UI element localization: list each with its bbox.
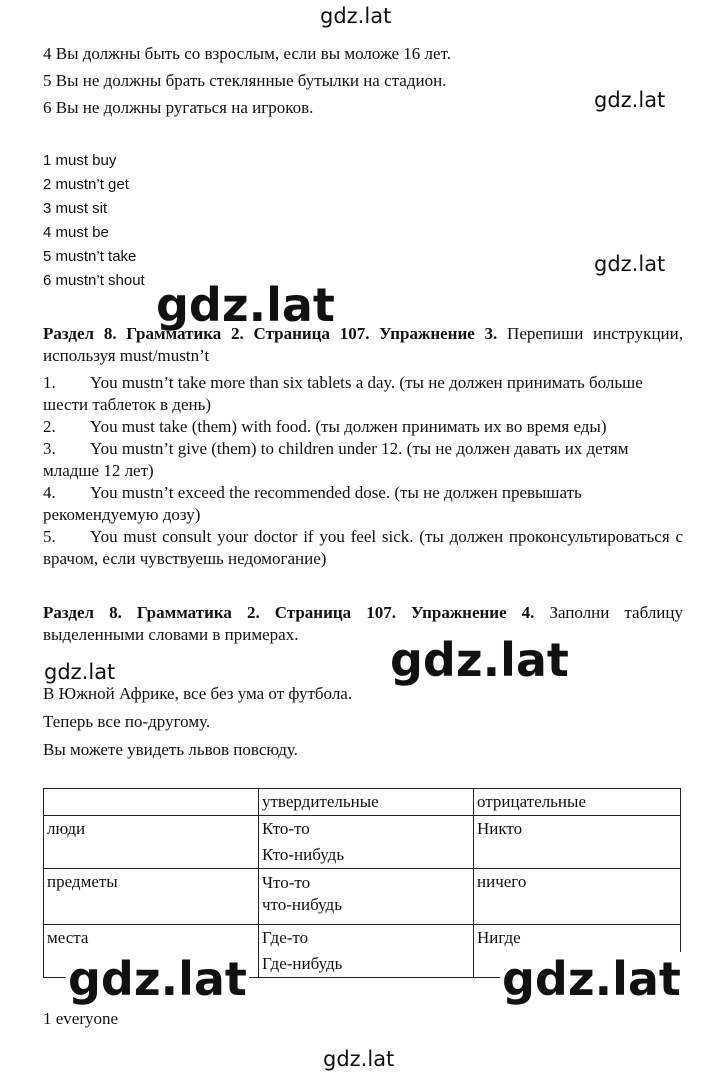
table-cell-label: люди: [44, 816, 259, 869]
translation-line: 5 Вы не должны брать стеклянные бутылки на стадион.: [43, 71, 447, 90]
answer-item: 1 must buy: [43, 152, 117, 169]
item-number: 5.: [43, 527, 56, 546]
example-sentence: В Южной Африке, все без ума от футбола.: [43, 684, 353, 703]
table-cell-label: места: [44, 925, 259, 978]
section3-heading-rest: Перепиши инструкции, используя must/mustn’t: [43, 324, 683, 365]
pronoun-table: [43, 788, 681, 978]
table-cell-label: предметы: [44, 869, 259, 925]
watermark-right-2: gdz.lat: [594, 252, 666, 276]
section3-item-3: [43, 438, 683, 482]
answer-line: 1 everyone: [43, 1009, 119, 1028]
item-text: You mustn’t give (them) to children under 12. (ты не должен давать их детям младше 12 лет): [43, 439, 629, 480]
section4-heading-bold: Раздел 8. Грамматика 2. Страница 107. Упражнение 4.: [43, 603, 535, 622]
watermark-left: gdz.lat: [44, 660, 116, 684]
answer-item: 3 must sit: [43, 200, 108, 217]
answer-item: 6 mustn’t shout: [43, 272, 145, 289]
watermark-big-1: gdz.lat: [156, 278, 335, 332]
table-cell-affirmative: [259, 925, 474, 978]
answer-item: 5 mustn’t take: [43, 248, 137, 265]
answers-list: [43, 149, 145, 293]
item-text: You must consult your doctor if you feel sick. (ты должен проконсультироваться с врачом, если чувствуешь недомогание): [43, 527, 683, 568]
translation-line: 6 Вы не должны ругаться на игроков.: [43, 98, 314, 117]
table-cell-negative: ничего: [474, 869, 681, 925]
table-cell-negative: Никто: [474, 816, 681, 869]
example-sentence: Вы можете увидеть львов повсюду.: [43, 740, 298, 759]
watermark-big-3: gdz.lat: [68, 952, 247, 1006]
cell-line: Кто-то: [262, 819, 310, 838]
cell-line: что-нибудь: [262, 895, 342, 914]
table-header-cell: [44, 789, 259, 816]
section3-item-2: [43, 416, 683, 438]
item-number: 3.: [43, 439, 56, 458]
item-text: You mustn’t exceed the recommended dose. (ты не должен превышать рекомендуемую дозу): [43, 483, 582, 524]
example-sentence: Теперь все по-другому.: [43, 712, 211, 731]
table-row: [44, 869, 681, 925]
watermark-big-4: gdz.lat: [502, 952, 681, 1006]
cell-line: Где-то: [262, 928, 309, 947]
cell-line: Что-то: [262, 873, 311, 892]
item-text: You must take (them) with food. (ты должен принимать их во время еды): [90, 417, 607, 436]
section4-heading: [43, 602, 683, 646]
section3-item-1: [43, 372, 683, 416]
cell-line: Где-нибудь: [262, 954, 343, 973]
section4-heading-rest: Заполни таблицу выделенными словами в примерах.: [43, 603, 683, 644]
table-cell-negative: Нигде: [474, 925, 681, 978]
table-cell-affirmative: [259, 816, 474, 869]
translation-line: 4 Вы должны быть со взрослым, если вы моложе 16 лет.: [43, 44, 451, 63]
item-number: 4.: [43, 483, 56, 502]
section3-item-4: [43, 482, 683, 526]
table-header-cell: утвердительные: [259, 789, 474, 816]
item-text: You mustn’t take more than six tablets a day. (ты не должен принимать больше шести таблеток в день): [43, 373, 643, 414]
answer-item: 4 must be: [43, 224, 109, 241]
example-sentences: [43, 680, 352, 764]
item-number: 1.: [43, 373, 56, 392]
table-cell-affirmative: [259, 869, 474, 925]
cell-line: Кто-нибудь: [262, 845, 345, 864]
table-header-cell: отрицательные: [474, 789, 681, 816]
watermark-top: gdz.lat: [320, 4, 392, 28]
section3-heading: [43, 323, 683, 367]
watermark-right-1: gdz.lat: [594, 88, 666, 112]
table-header-row: [44, 789, 681, 816]
answer-item: 2 mustn’t get: [43, 176, 129, 193]
watermark-big-2: gdz.lat: [390, 633, 569, 687]
section3-item-5: [43, 526, 683, 570]
section3-heading-bold: Раздел 8. Грамматика 2. Страница 107. Упражнение 3.: [43, 324, 498, 343]
table-row: [44, 816, 681, 869]
watermark-bottom: gdz.lat: [323, 1047, 395, 1071]
translations-list: [43, 43, 666, 124]
item-number: 2.: [43, 417, 56, 436]
